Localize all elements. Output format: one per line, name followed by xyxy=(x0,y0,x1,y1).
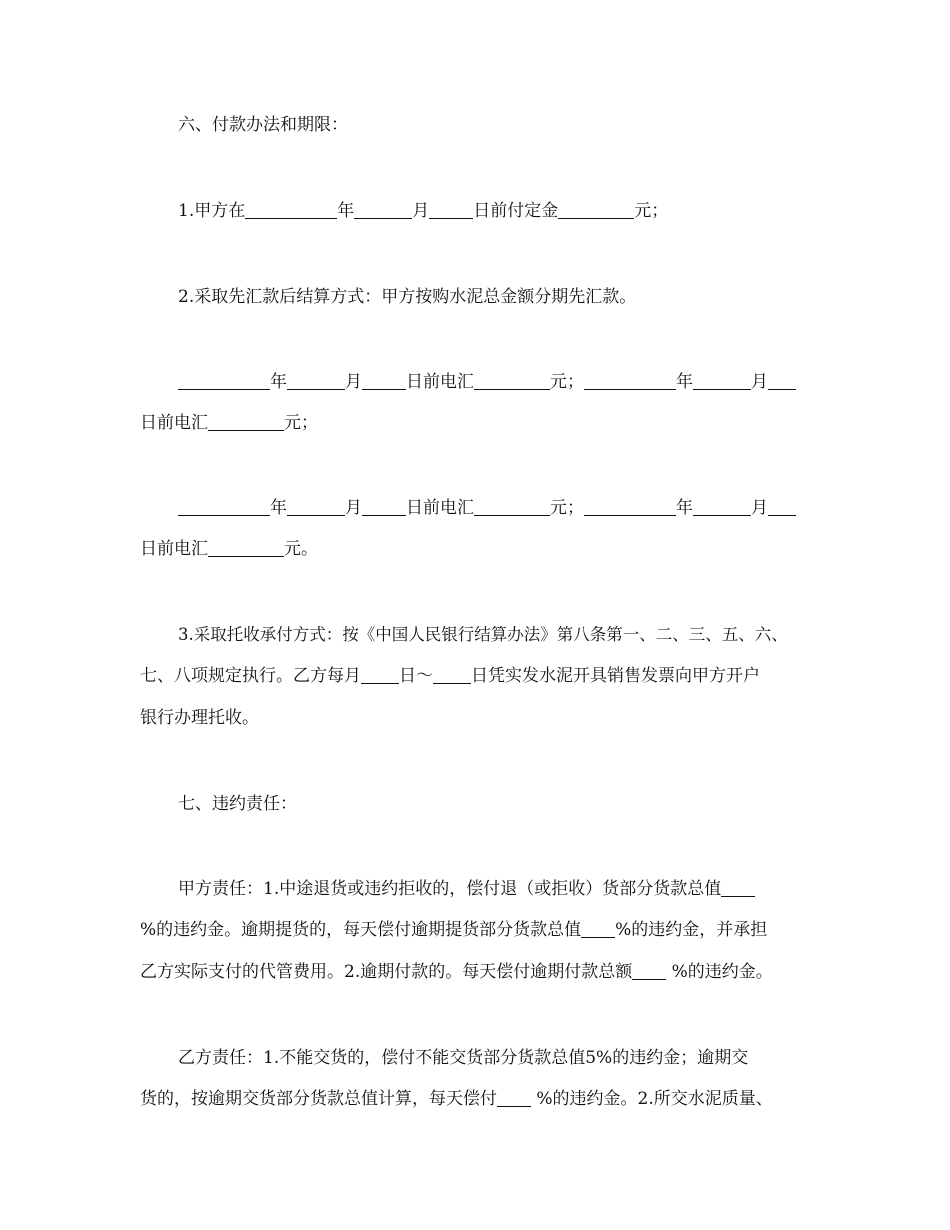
day-blank xyxy=(768,371,796,390)
amount-blank xyxy=(208,538,284,557)
section-7-title: 七、违约责任： xyxy=(178,794,297,814)
section-6-title: 六、付款办法和期限： xyxy=(178,115,348,135)
percent-blank xyxy=(497,1088,531,1107)
day-blank xyxy=(433,665,471,684)
amount-blank xyxy=(474,497,550,516)
year-blank xyxy=(178,371,270,390)
day-blank xyxy=(361,665,399,684)
wire-row-b: 年 月 日前电汇 元； 年 月 xyxy=(178,496,796,520)
month-blank xyxy=(693,497,751,516)
deposit-amount-blank xyxy=(558,200,634,219)
party-a-liability-line-1: 甲方责任：1.中途退货或违约拒收的，偿付退（或拒收）货部分货款总值 xyxy=(178,877,755,901)
payment-item-2: 2.采取先汇款后结算方式：甲方按购水泥总金额分期先汇款。 xyxy=(178,287,637,307)
payment-item-3-line-1: 3.采取托收承付方式：按《中国人民银行结算办法》第八条第一、二、三、五、六、 xyxy=(178,625,788,644)
party-b-liability-line-1: 乙方责任：1.不能交货的，偿付不能交货部分货款总值5%的违约金；逾期交 xyxy=(178,1048,749,1068)
day-blank xyxy=(362,371,406,390)
day-blank xyxy=(429,200,473,219)
month-blank xyxy=(354,200,412,219)
year-blank xyxy=(178,497,270,516)
year-blank xyxy=(245,200,337,219)
party-a-liability-line-2: %的违约金。逾期提货的，每天偿付逾期提货部分货款总值 %的违约金，并承担 xyxy=(140,920,768,940)
payment-item-3-line-3: 银行办理托收。 xyxy=(140,708,259,728)
percent-blank xyxy=(632,961,666,980)
day-blank xyxy=(362,497,406,516)
payment-item-3-line-2: 七、八项规定执行。乙方每月 日～ 日凭实发水泥开具销售发票向甲方开户 xyxy=(140,666,760,686)
payment-item-1: 1.甲方在 年 月 日前付定金 元； xyxy=(178,201,669,221)
amount-blank xyxy=(474,371,550,390)
percent-blank xyxy=(581,919,615,938)
party-a-liability-line-3: 乙方实际支付的代管费用。2.逾期付款的。每天偿付逾期付款总额 %的违约金。 xyxy=(140,962,773,982)
year-blank xyxy=(584,371,676,390)
month-blank xyxy=(287,497,345,516)
party-b-liability-line-2: 货的，按逾期交货部分货款总值计算，每天偿付 %的违约金。2.所交水泥质量、 xyxy=(140,1089,773,1109)
wire-row-a: 年 月 日前电汇 元； 年 月 xyxy=(178,370,796,394)
wire-row-b-cont: 日前电汇 元。 xyxy=(140,539,318,559)
month-blank xyxy=(287,371,345,390)
day-blank xyxy=(768,497,796,516)
amount-blank xyxy=(208,412,284,431)
year-blank xyxy=(584,497,676,516)
percent-blank xyxy=(721,878,755,897)
month-blank xyxy=(693,371,751,390)
wire-row-a-cont: 日前电汇 元； xyxy=(140,413,318,433)
